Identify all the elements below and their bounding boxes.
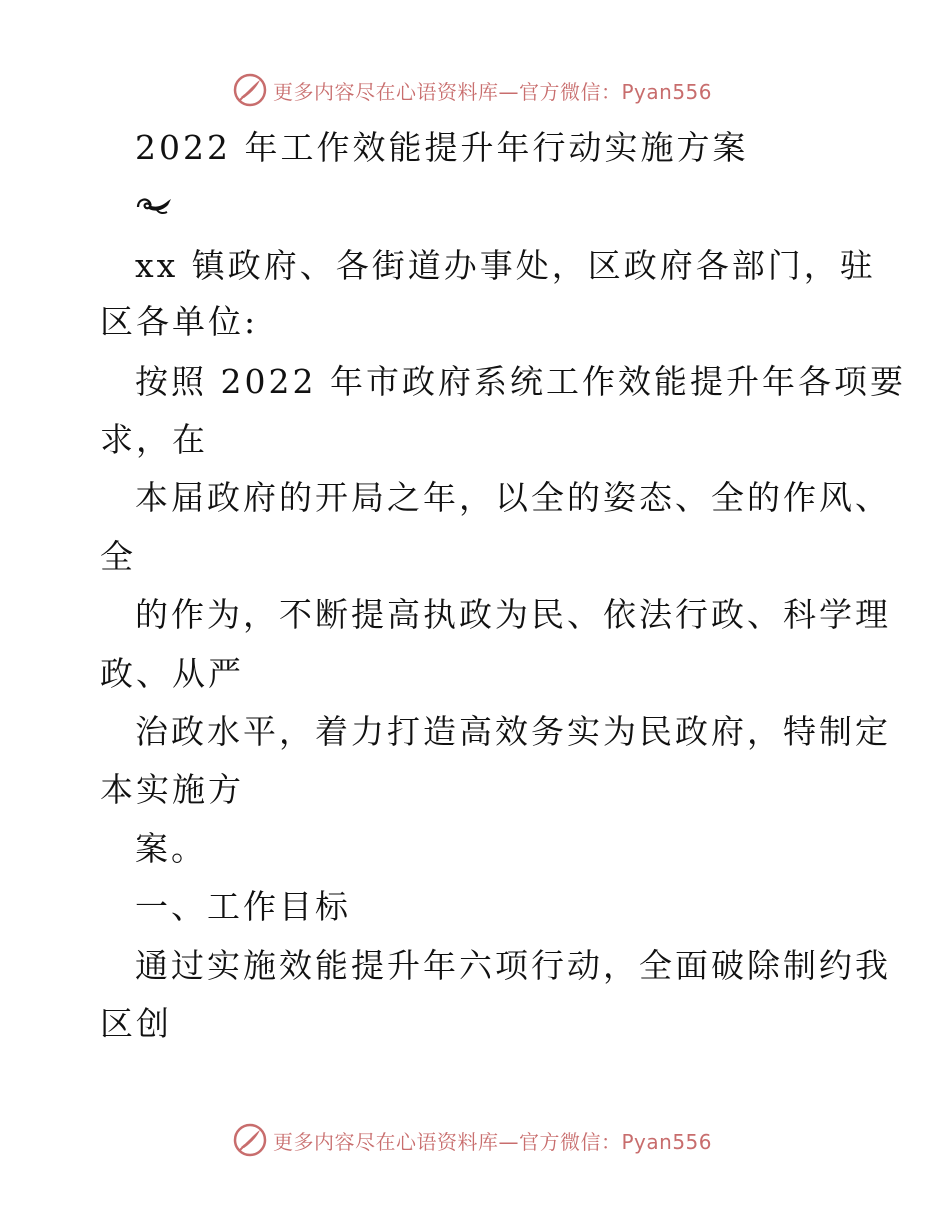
body-line: 政、从严 (100, 654, 244, 693)
body-line: 全 (100, 537, 136, 576)
body-line: 通过实施效能提升年六项行动，全面破除制约我 (135, 946, 891, 985)
watermark-footer (233, 1122, 733, 1158)
section-heading: 一、工作目标 (135, 887, 351, 926)
body-line: xx 镇政府、各街道办事处，区政府各部门，驻 (135, 246, 876, 285)
watermark-text: 更多内容尽在心语资料库—官方微信：Pyan556 (273, 1129, 713, 1154)
body-line: 求，在 (100, 420, 208, 459)
watermark-header (233, 72, 733, 108)
feather-pen-logo-icon (233, 1123, 267, 1157)
document-title: 2022 年工作效能提升年行动实施方案 (135, 128, 749, 167)
body-line: 的作为，不断提高执政为民、依法行政、科学理 (135, 595, 891, 634)
body-line: 按照 2022 年市政府系统工作效能提升年各项要 (135, 362, 906, 401)
body-line: 本实施方 (100, 770, 244, 809)
body-line: 本届政府的开局之年，以全的姿态、全的作风、 (135, 478, 891, 517)
ornament-flourish-icon (135, 193, 175, 217)
body-line: 案。 (135, 829, 207, 868)
watermark-text: 更多内容尽在心语资料库—官方微信：Pyan556 (273, 79, 713, 104)
feather-pen-logo-icon (233, 73, 267, 107)
body-line: 治政水平，着力打造高效务实为民政府，特制定 (135, 712, 891, 751)
body-line: 区创 (100, 1004, 172, 1043)
body-line: 区各单位: (100, 302, 259, 341)
